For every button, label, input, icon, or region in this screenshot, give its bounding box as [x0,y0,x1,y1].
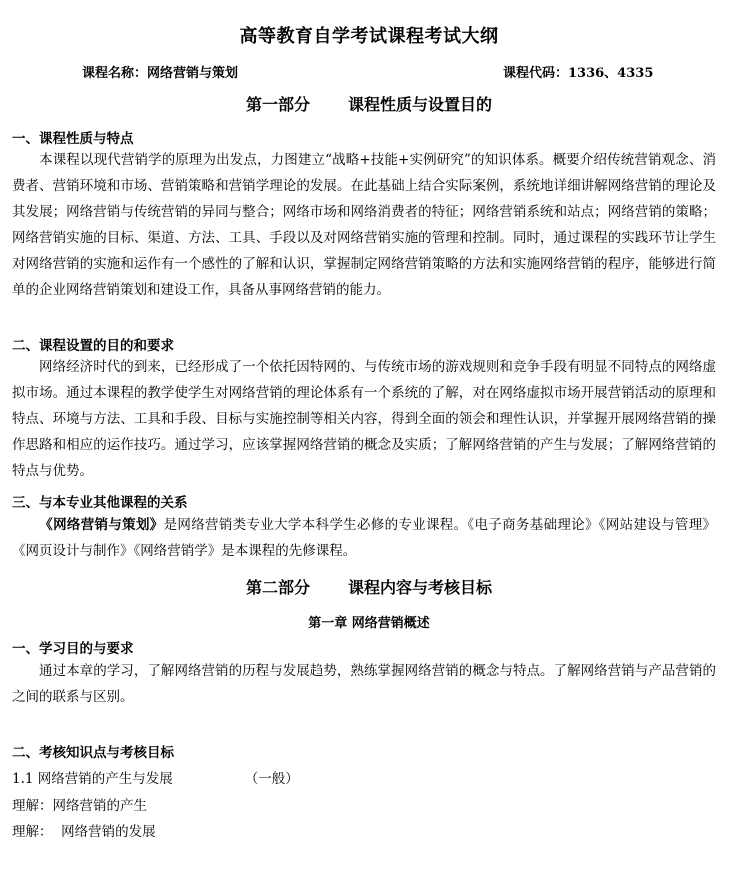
document-title: 高等教育自学考试课程考试大纲 [239,26,499,47]
part-two-heading [0,575,738,598]
paragraph-nature-text: 本课程以现代营销学的原理为出发点，力图建立“战略+技能+实例研究”的知识体系。概要介绍传统营销观念、消费者、营销环境和市场、营销策略和营销学理论的发展。在此基础上结合实际案例，系统地详细讲解网络营销的理论及其发展；网络营销与传统营销的异同与整合；网络市场和网络消费者的特征；网络营销系统和站点；网络营销的策略；网络营销实施的目标、渠道、方法、工具、手段以及对网络营销实施的管理和控制。同时，通过课程的实践环节让学生对网络营销的实施和运作有一个感性的了解和认识，掌握制定网络营销策略的方法和实施网络营销的程序，能够进行简单的企业网络营销策划和建设工作，具备从事网络营销的能力。 [12,152,716,298]
paragraph-nature [12,147,716,303]
chapter-one-title: 第一章 网络营销概述 [308,616,430,631]
section-heading-objectives: 一、学习目的与要求 [12,641,134,657]
part-one-title: 课程性质与设置目的 [348,95,493,114]
exam-item-1-1 [12,767,299,787]
understand-line-development: 理解： 网络营销的发展 [12,824,156,840]
section-heading-nature: 一、课程性质与特点 [12,131,134,147]
paragraph-objectives [12,658,716,710]
paragraph-purpose [12,354,716,484]
section-heading-exam-points: 二、考核知识点与考核目标 [12,745,174,761]
section-heading-purpose: 二、课程设置的目的和要求 [12,338,174,354]
paragraph-objectives-text: 通过本章的学习，了解网络营销的历程与发展趋势，熟练掌握网络营销的概念与特点。了解网络营销与产品营销的之间的联系与区别。 [12,663,716,705]
part-one-heading [0,92,738,115]
paragraph-relation [12,512,716,564]
course-code: 课程代码：1336、4335 [503,66,654,81]
paragraph-purpose-text: 网络经济时代的到来，已经形成了一个依托因特网的、与传统市场的游戏规则和竞争手段有明显不同特点的网络虚拟市场。通过本课程的教学使学生对网络营销的理论体系有一个系统的了解，对在网络虚拟市场开展营销活动的原理和特点、环境与方法、工具和手段、目标与实施控制等相关内容，得到全面的领会和理性认识，并掌握开展网络营销的操作思路和相应的运作技巧。通过学习，应该掌握网络营销的概念及实质；了解网络营销的产生与发展；了解网络营销的特点与优势。 [12,359,716,479]
course-title-bold: 《网络营销与策划》 [39,517,164,533]
section-heading-relation: 三、与本专业其他课程的关系 [12,495,188,511]
part-two-number: 第二部分 [245,578,310,597]
paragraph-relation-text: 是网络营销类专业大学本科学生必修的专业课程。《电子商务基础理论》《网站建设与管理》《网页设计与制作》《网络营销学》是本课程的先修课程。 [12,517,717,559]
understand-line-origin: 理解：网络营销的产生 [12,798,147,814]
part-one-number: 第一部分 [245,95,310,114]
part-two-title: 课程内容与考核目标 [348,578,493,597]
exam-item-1-1-level: （一般） [244,771,299,787]
course-name: 课程名称：网络营销与策划 [82,66,239,81]
exam-item-1-1-label: 1.1 网络营销的产生与发展 [12,771,173,787]
